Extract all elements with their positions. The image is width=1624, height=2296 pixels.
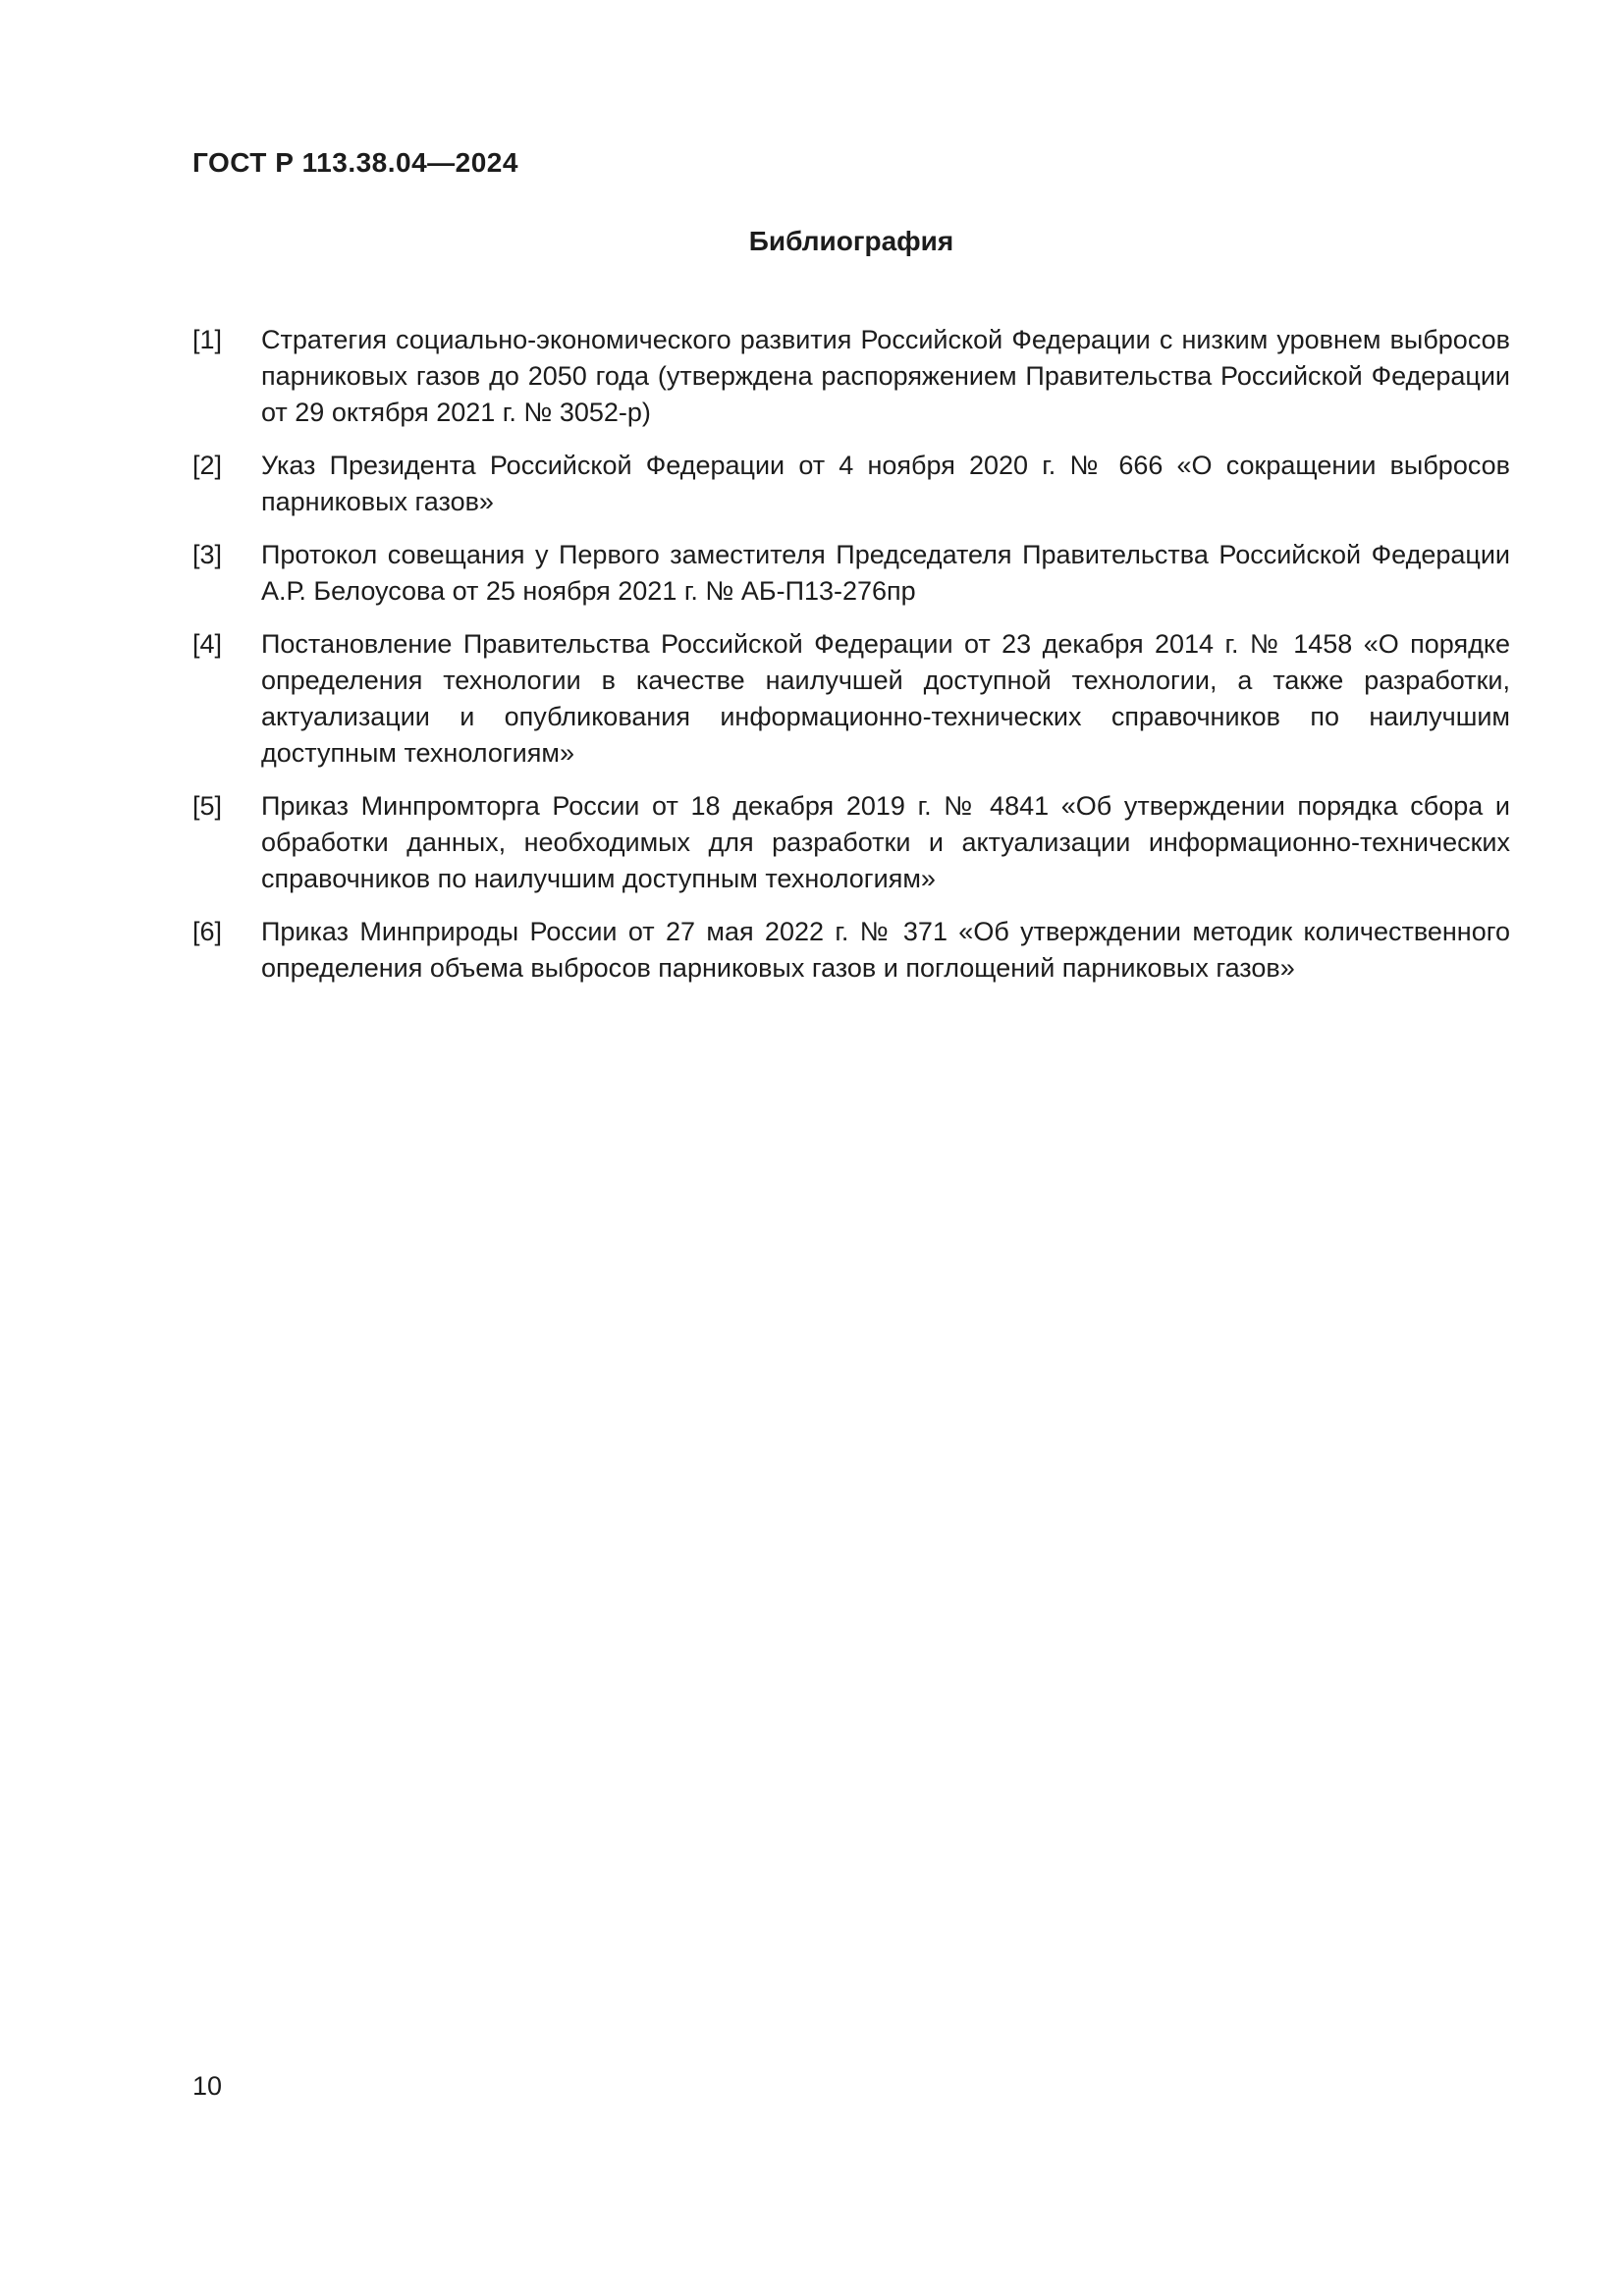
entry-text: Указ Президента Российской Федерации от 4 ноября 2020 г. № 666 «О сокращении выбросов парниковых газов»	[261, 451, 1510, 516]
entry-text: Приказ Минпромторга России от 18 декабря 2019 г. № 4841 «Об утверждении порядка сбора и обработки данных, необходимых для разработки и актуализации информационно-технических справочников по наилучшим доступным технологиям»	[261, 791, 1510, 893]
bibliography-entry	[192, 626, 1510, 772]
entry-text: Стратегия социально-экономического развития Российской Федерации с низким уровнем выбросов парниковых газов до 2050 года (утверждена распоряжением Правительства Российской Федерации от 29 октября 2021 г. № 3052-р)	[261, 325, 1510, 427]
entry-text: Протокол совещания у Первого заместителя Председателя Правительства Российской Федерации А.Р. Белоусова от 25 ноября 2021 г. № АБ-П13-276пр	[261, 540, 1510, 606]
bibliography-entry	[192, 448, 1510, 520]
entry-number: [1]	[192, 325, 223, 354]
bibliography-list	[192, 322, 1510, 987]
entry-number: [2]	[192, 451, 223, 480]
entry-number: [3]	[192, 540, 223, 569]
bibliography-entry	[192, 322, 1510, 431]
entry-text: Постановление Правительства Российской Федерации от 23 декабря 2014 г. № 1458 «О порядке определения технологии в качестве наилучшей доступной технологии, а также разработки, актуализации и опубликования информационно-технических справочников по наилучшим доступным технологиям»	[261, 629, 1510, 768]
entry-number: [6]	[192, 917, 223, 946]
bibliography-entry	[192, 788, 1510, 897]
bibliography-entry	[192, 537, 1510, 610]
page-number: 10	[192, 2071, 223, 2101]
entry-number: [5]	[192, 791, 223, 821]
bibliography-entry	[192, 914, 1510, 987]
entry-text: Приказ Минприроды России от 27 мая 2022 г. № 371 «Об утверждении методик количественного определения объема выбросов парниковых газов и поглощений парниковых газов»	[261, 917, 1510, 983]
page-title: Библиография	[748, 226, 954, 256]
standard-code-header: ГОСТ Р 113.38.04—2024	[192, 147, 518, 178]
entry-number: [4]	[192, 629, 223, 659]
